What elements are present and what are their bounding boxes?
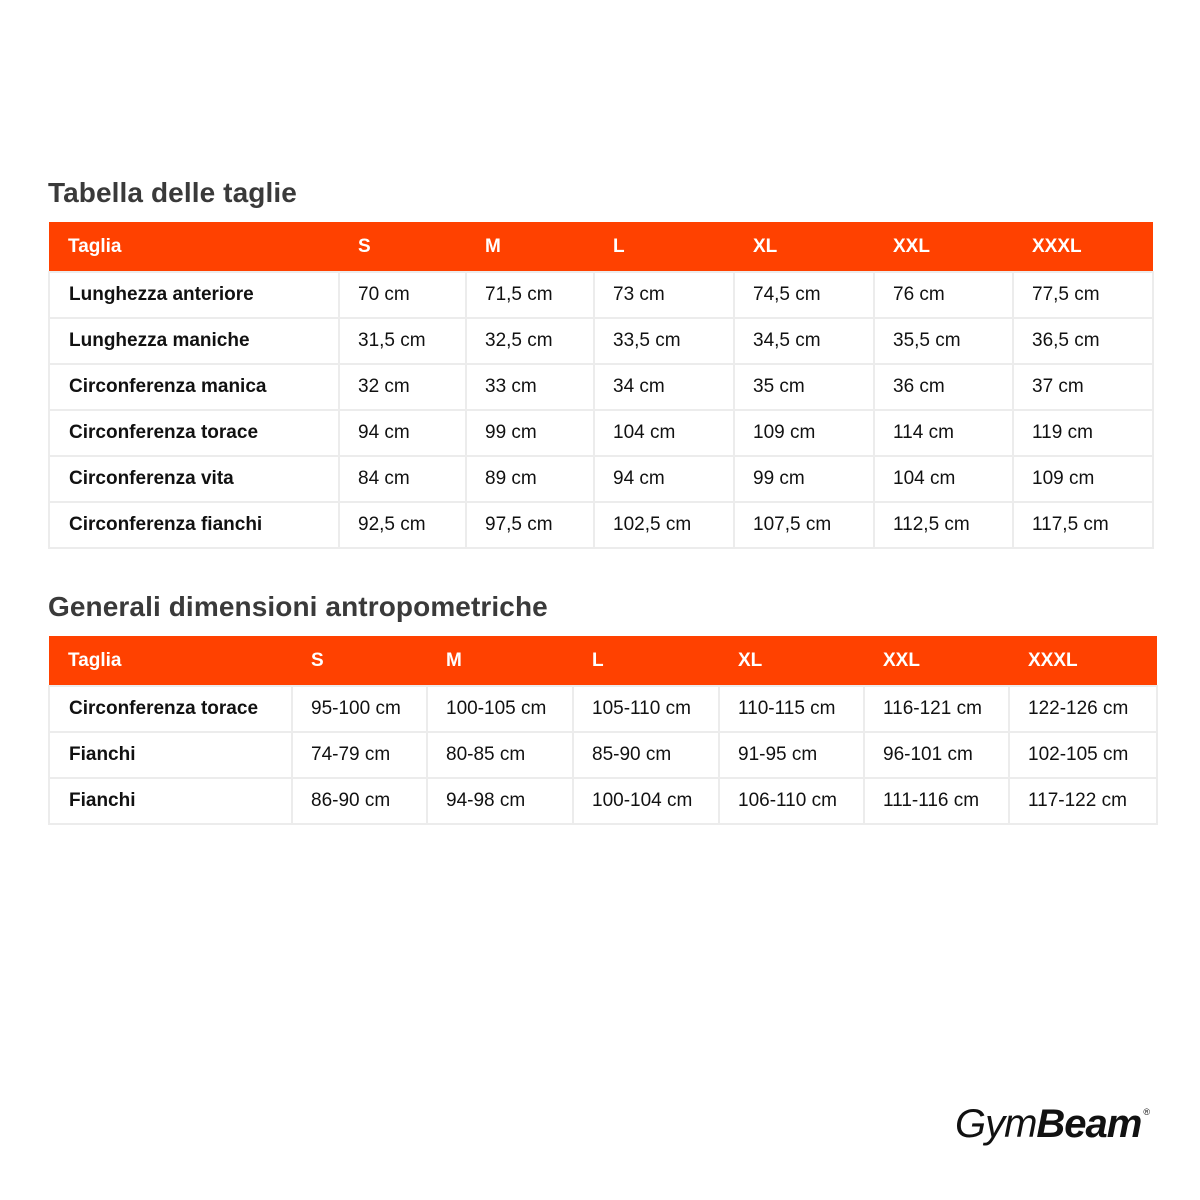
table-cell: 74,5 cm <box>734 272 874 318</box>
gymbeam-logo <box>955 1104 1150 1144</box>
table-cell: 70 cm <box>339 272 466 318</box>
table-cell: 99 cm <box>734 456 874 502</box>
registered-mark: ® <box>1143 1107 1150 1117</box>
row-label: Circonferenza manica <box>49 364 339 410</box>
table-cell: 35,5 cm <box>874 318 1013 364</box>
table-row <box>49 686 1157 732</box>
table-cell: 114 cm <box>874 410 1013 456</box>
row-label: Fianchi <box>49 778 292 824</box>
table-cell: 119 cm <box>1013 410 1153 456</box>
table-cell: 33 cm <box>466 364 594 410</box>
table-cell: 84 cm <box>339 456 466 502</box>
table-cell: 122-126 cm <box>1009 686 1157 732</box>
table-cell: 31,5 cm <box>339 318 466 364</box>
anthropometric-table <box>48 636 1158 825</box>
header-cell-l: L <box>573 636 719 686</box>
table-cell: 94 cm <box>594 456 734 502</box>
logo-text-beam: Beam <box>1036 1102 1142 1146</box>
header-cell-xxxl: XXXL <box>1009 636 1157 686</box>
table-row <box>49 778 1157 824</box>
table-cell: 116-121 cm <box>864 686 1009 732</box>
table-cell: 36 cm <box>874 364 1013 410</box>
header-cell-xl: XL <box>734 222 874 272</box>
row-label: Circonferenza torace <box>49 686 292 732</box>
table-cell: 32 cm <box>339 364 466 410</box>
table-cell: 96-101 cm <box>864 732 1009 778</box>
header-cell-taglia: Taglia <box>49 636 292 686</box>
header-cell-l: L <box>594 222 734 272</box>
row-label: Circonferenza torace <box>49 410 339 456</box>
table-cell: 107,5 cm <box>734 502 874 548</box>
table-row <box>49 456 1153 502</box>
anthropometric-header-row <box>49 636 1157 686</box>
table-cell: 100-104 cm <box>573 778 719 824</box>
table-cell: 112,5 cm <box>874 502 1013 548</box>
table-cell: 99 cm <box>466 410 594 456</box>
table-cell: 32,5 cm <box>466 318 594 364</box>
table-cell: 111-116 cm <box>864 778 1009 824</box>
table-cell: 76 cm <box>874 272 1013 318</box>
anthropometric-title: Generali dimensioni antropometriche <box>48 591 548 622</box>
table-cell: 117,5 cm <box>1013 502 1153 548</box>
table-cell: 94 cm <box>339 410 466 456</box>
table-cell: 94-98 cm <box>427 778 573 824</box>
table-row <box>49 272 1153 318</box>
table-cell: 102,5 cm <box>594 502 734 548</box>
table-cell: 33,5 cm <box>594 318 734 364</box>
header-cell-s: S <box>339 222 466 272</box>
table-cell: 36,5 cm <box>1013 318 1153 364</box>
table-cell: 110-115 cm <box>719 686 864 732</box>
table-row <box>49 364 1153 410</box>
table-row <box>49 502 1153 548</box>
table-cell: 97,5 cm <box>466 502 594 548</box>
row-label: Lunghezza maniche <box>49 318 339 364</box>
table-cell: 92,5 cm <box>339 502 466 548</box>
table-cell: 86-90 cm <box>292 778 427 824</box>
header-cell-m: M <box>427 636 573 686</box>
logo-text-gym: Gym <box>954 1102 1037 1146</box>
table-row <box>49 732 1157 778</box>
table-cell: 34,5 cm <box>734 318 874 364</box>
table-cell: 77,5 cm <box>1013 272 1153 318</box>
size-chart-title: Tabella delle taglie <box>48 177 297 208</box>
table-cell: 104 cm <box>594 410 734 456</box>
size-chart-table <box>48 222 1154 549</box>
header-cell-xxxl: XXXL <box>1013 222 1153 272</box>
table-cell: 105-110 cm <box>573 686 719 732</box>
table-row <box>49 410 1153 456</box>
table-cell: 74-79 cm <box>292 732 427 778</box>
table-cell: 109 cm <box>734 410 874 456</box>
header-cell-xxl: XXL <box>874 222 1013 272</box>
row-label: Lunghezza anteriore <box>49 272 339 318</box>
table-cell: 100-105 cm <box>427 686 573 732</box>
table-cell: 91-95 cm <box>719 732 864 778</box>
header-cell-m: M <box>466 222 594 272</box>
table-cell: 34 cm <box>594 364 734 410</box>
table-cell: 37 cm <box>1013 364 1153 410</box>
row-label: Fianchi <box>49 732 292 778</box>
table-cell: 102-105 cm <box>1009 732 1157 778</box>
table-cell: 104 cm <box>874 456 1013 502</box>
header-cell-xl: XL <box>719 636 864 686</box>
table-cell: 89 cm <box>466 456 594 502</box>
header-cell-taglia: Taglia <box>49 222 339 272</box>
header-cell-xxl: XXL <box>864 636 1009 686</box>
table-cell: 85-90 cm <box>573 732 719 778</box>
table-cell: 95-100 cm <box>292 686 427 732</box>
table-cell: 109 cm <box>1013 456 1153 502</box>
table-cell: 117-122 cm <box>1009 778 1157 824</box>
row-label: Circonferenza vita <box>49 456 339 502</box>
row-label: Circonferenza fianchi <box>49 502 339 548</box>
size-chart-header-row <box>49 222 1153 272</box>
table-cell: 80-85 cm <box>427 732 573 778</box>
table-cell: 71,5 cm <box>466 272 594 318</box>
table-cell: 106-110 cm <box>719 778 864 824</box>
table-cell: 35 cm <box>734 364 874 410</box>
table-row <box>49 318 1153 364</box>
table-cell: 73 cm <box>594 272 734 318</box>
header-cell-s: S <box>292 636 427 686</box>
